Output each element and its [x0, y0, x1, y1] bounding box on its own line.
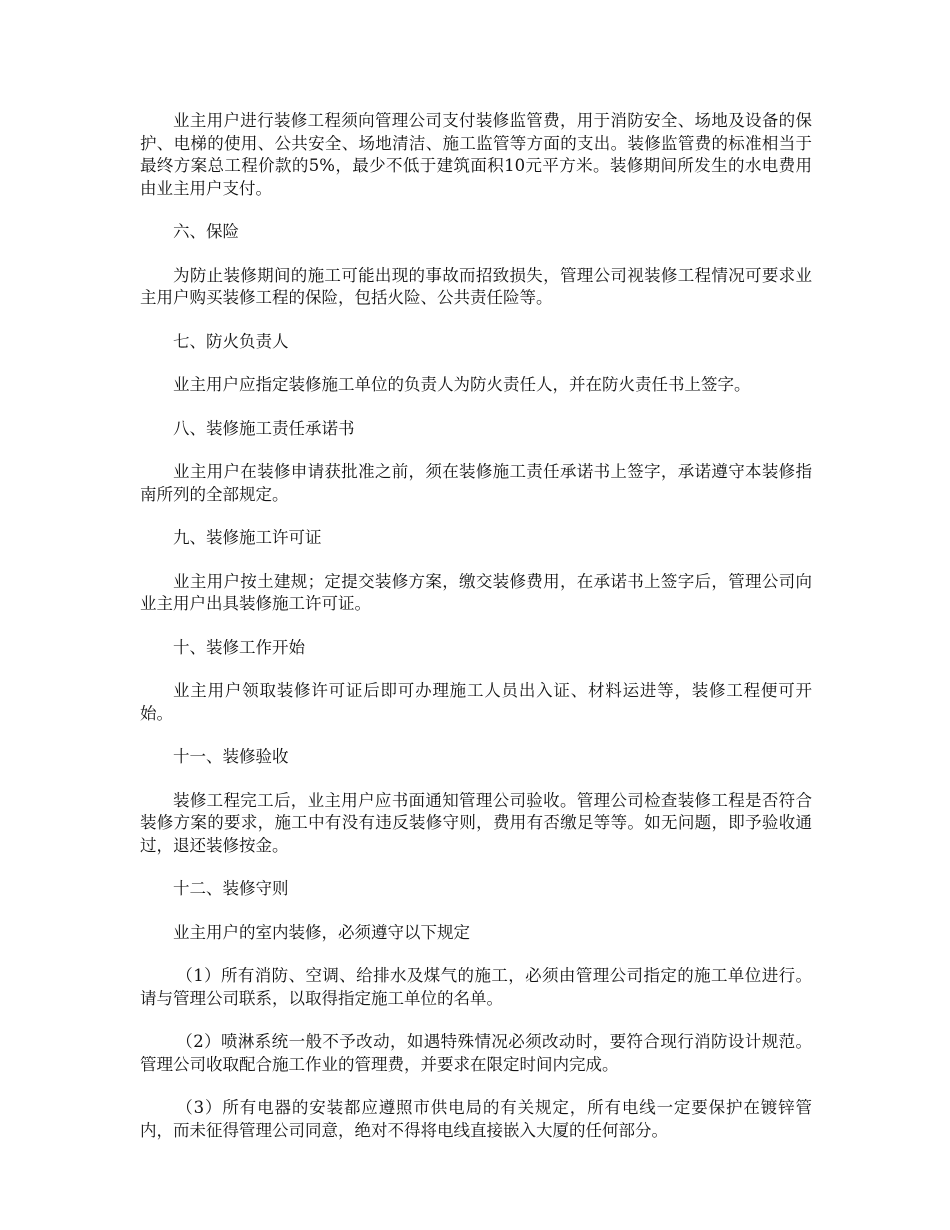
- heading-renovation-rules: 十二、装修守则: [173, 879, 289, 898]
- paragraph-fire-safety-officer: 业主用户应指定装修施工单位的负责人为防火责任人，并在防火责任书上签字。: [173, 375, 751, 394]
- rule-item-3: （3）所有电器的安装都应遵照市供电局的有关规定，所有电线一定要保护在镀锌管内，而未征得管理公司同意，绝对不得将电线直接嵌入大厦的任何部分。: [140, 1098, 812, 1140]
- heading-fire-safety-officer: 七、防火负责人: [173, 331, 289, 351]
- heading-construction-permit: 九、装修施工许可证: [173, 528, 322, 547]
- heading-work-start: 十、装修工作开始: [173, 637, 305, 657]
- heading-commitment-letter: 八、装修施工责任承诺书: [173, 418, 355, 438]
- paragraph-work-start: 业主用户领取装修许可证后即可办理施工人员出入证、材料运进等，装修工程便可开始。: [140, 681, 812, 723]
- paragraph-supervision-fee: 业主用户进行装修工程须向管理公司支付装修监管费，用于消防安全、场地及设备的保护、电梯的使用、公共安全、场地清洁、施工监管等方面的支出。装修监管费的标准相当于最终方案总工程价款的5%，最少不低于建筑面积10元平方米。装修期间所发生的水电费用由业主用户支付。: [140, 111, 812, 198]
- paragraph-construction-permit: 业主用户按土建规；定提交装修方案，缴交装修费用，在承诺书上签字后，管理公司向业主用户出具装修施工许可证。: [140, 571, 812, 613]
- heading-acceptance: 十一、装修验收: [173, 747, 289, 766]
- rule-item-2: （2）喷淋系统一般不予改动，如遇特殊情况必须改动时，要符合现行消防设计规范。管理公司收取配合施工作业的管理费，并要求在限定时间内完成。: [140, 1032, 812, 1074]
- paragraph-acceptance: 装修工程完工后，业主用户应书面通知管理公司验收。管理公司检查装修工程是否符合装修方案的要求，施工中有没有违反装修守则，费用有否缴足等等。如无问题，即予验收通过，退还装修按金。: [140, 790, 812, 855]
- heading-insurance: 六、保险: [173, 222, 239, 241]
- rule-item-1: （1）所有消防、空调、给排水及煤气的施工，必须由管理公司指定的施工单位进行。请与管理公司联系，以取得指定施工单位的名单。: [140, 966, 812, 1008]
- paragraph-insurance: 为防止装修期间的施工可能出现的事故而招致损失，管理公司视装修工程情况可要求业主用户购买装修工程的保险，包括火险、公共责任险等。: [140, 265, 812, 307]
- paragraph-commitment-letter: 业主用户在装修申请获批准之前，须在装修施工责任承诺书上签字，承诺遵守本装修指南所列的全部规定。: [140, 462, 812, 504]
- paragraph-rules-intro: 业主用户的室内装修，必须遵守以下规定: [173, 922, 470, 942]
- document-page: [140, 110, 812, 1163]
